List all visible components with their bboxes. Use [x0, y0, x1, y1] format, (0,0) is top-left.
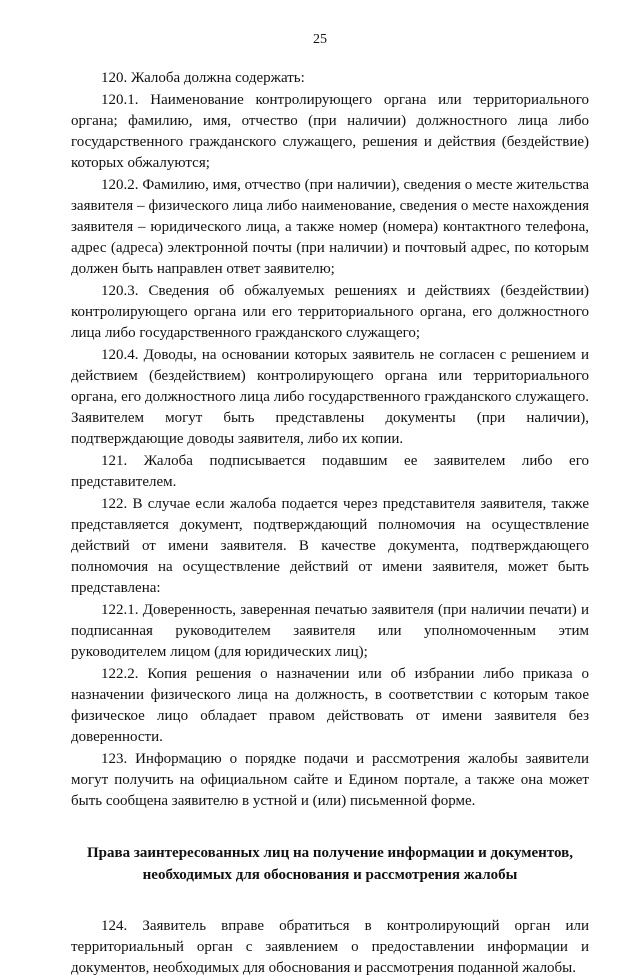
paragraph-122: 122. В случае если жалоба подается через представителя заявителя, также представляется документ, подтверждающий полномочия на осуществление действий от имени заявителя. В качестве документа, подтверждающего полномочия на осуществление действий от имени заявителя, может быть представлена: — [71, 496, 589, 596]
paragraph-120-1: 120.1. Наименование контролирующего органа или территориального органа; фамилию, имя, отчество (при наличии) должностного лица либо государственного гражданского служащего, решения и действия (бездействие) которых обжалуются; — [71, 92, 589, 171]
paragraph-120-2: 120.2. Фамилию, имя, отчество (при наличии), сведения о месте жительства заявителя – физического лица либо наименование, сведения о месте нахождения заявителя – юридического лица, а также номер (номера) контактного телефона, адрес (адреса) электронной почты (при наличии) и почтовый адрес, по которым должен быть направлен ответ заявителю; — [71, 177, 589, 277]
page-number: 25 — [313, 32, 327, 47]
paragraph-122-1: 122.1. Доверенность, заверенная печатью заявителя (при наличии печати) и подписанная руководителем заявителя или уполномоченным этим руководителем лицом (для юридических лиц); — [71, 602, 589, 660]
section-heading-line-1: Права заинтересованных лиц на получение информации и документов, — [87, 845, 573, 861]
section-heading-line-2: необходимых для обоснования и рассмотрения жалобы — [142, 867, 518, 883]
paragraph-120-3: 120.3. Сведения об обжалуемых решениях и действиях (бездействии) контролирующего органа или его территориального органа, его должностного лица либо государственного гражданского служащего; — [71, 283, 589, 341]
paragraph-120: 120. Жалоба должна содержать: — [101, 70, 305, 86]
paragraph-123: 123. Информацию о порядке подачи и рассмотрения жалобы заявители могут получить на официальном сайте и Едином портале, а также она может быть сообщена заявителю в устной и (или) письменной форме. — [71, 751, 589, 809]
paragraph-124: 124. Заявитель вправе обратиться в контролирующий орган или территориальный орган с заявлением о предоставлении информации и документов, необходимых для обоснования и рассмотрения поданной жалобы. — [71, 918, 589, 976]
paragraph-121: 121. Жалоба подписывается подавшим ее заявителем либо его представителем. — [71, 453, 589, 490]
document-body — [71, 68, 589, 979]
paragraph-120-4: 120.4. Доводы, на основании которых заявитель не согласен с решением и действием (бездействием) контролирующего органа или территориального органа, его должностного лица либо государственного гражданского служащего. Заявителем могут быть представлены документы (при наличии), подтверждающие доводы заявителя, либо их копии. — [71, 347, 589, 447]
section-heading — [71, 842, 589, 886]
paragraph-122-2: 122.2. Копия решения о назначении или об избрании либо приказа о назначении физического лица на должность, в соответствии с которым такое физическое лицо обладает правом действовать от имени заявителя без доверенности. — [71, 666, 589, 745]
